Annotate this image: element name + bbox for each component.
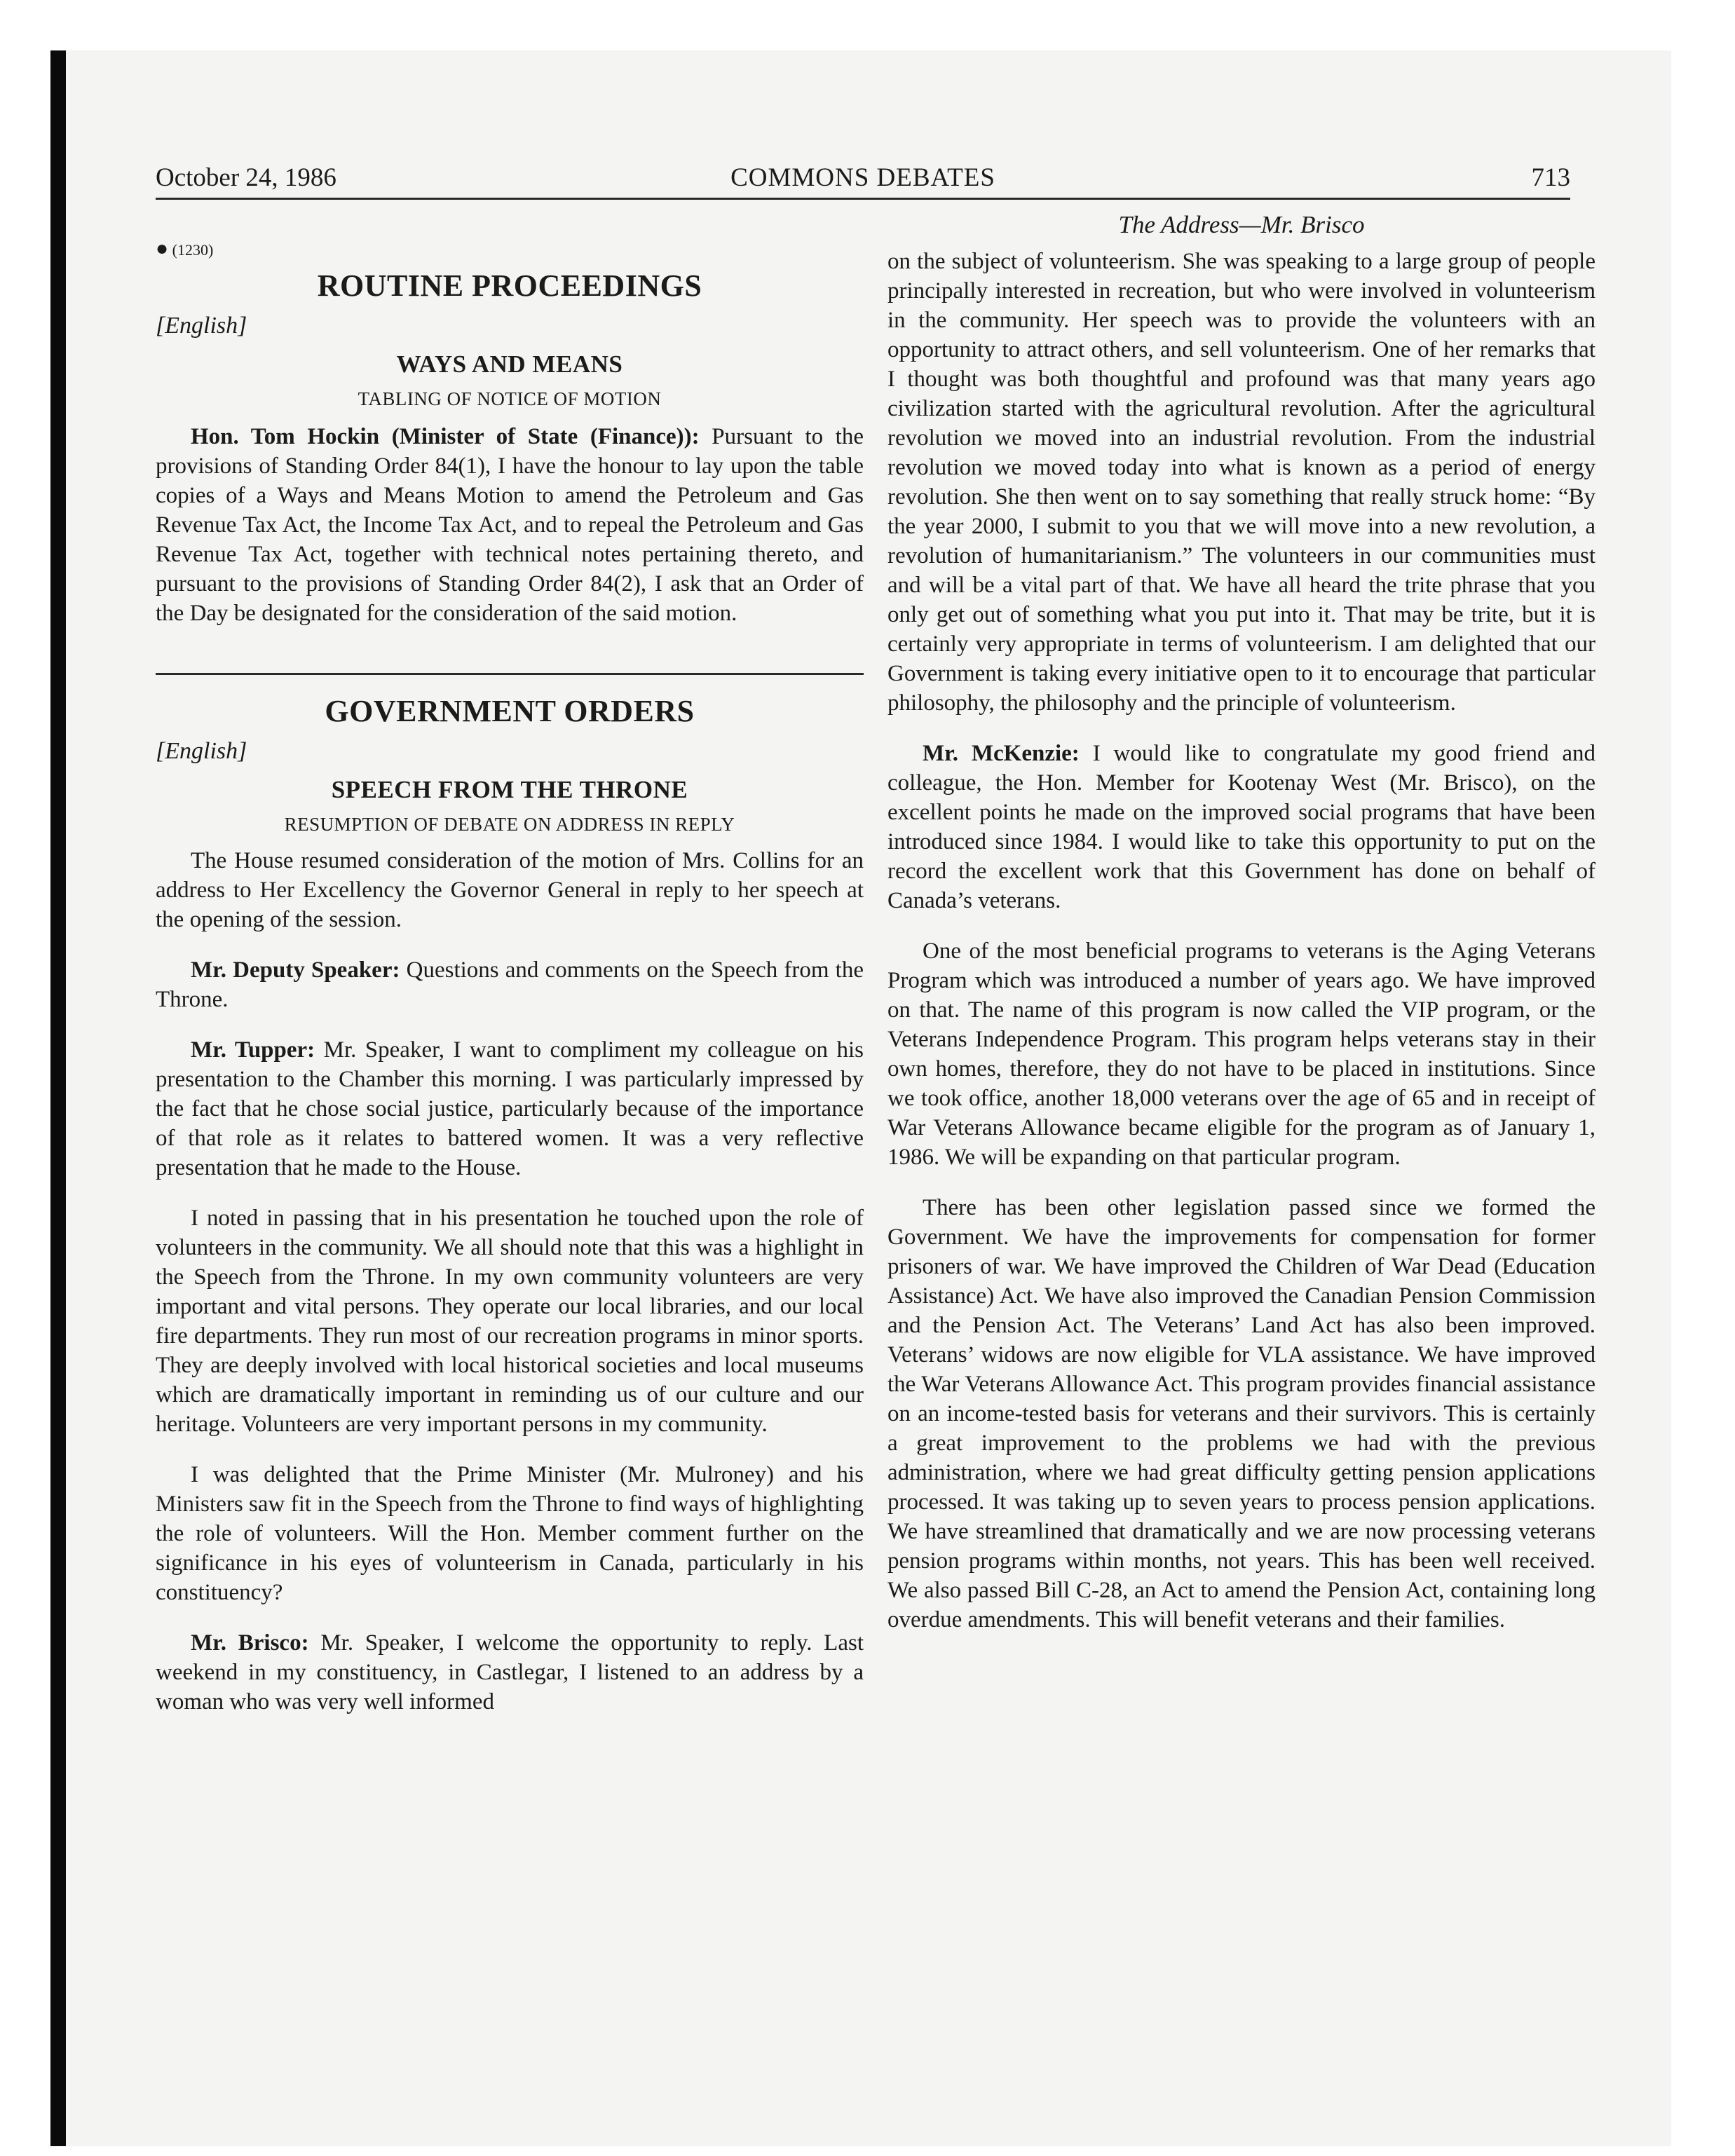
right-column: [887, 210, 1595, 1635]
section-title-routine: ROUTINE PROCEEDINGS: [317, 268, 702, 303]
paragraph-tupper-3: I was delighted that the Prime Minister (Mr. Mulroney) and his Ministers saw fit in the Speech from the Throne to find ways of highlighting the role of volunteers. Will the Hon. Member comment further on the significance in his eyes of volunteerism in Canada, particularly in his constituency?: [156, 1462, 864, 1605]
paragraph-mckenzie: [887, 739, 1595, 915]
paragraph-brisco-cont: on the subject of volunteerism. She was speaking to a large group of people principally interested in recreation, but who were involved in volunteerism in the community. Her speech was to provide the volunteers with an opportunity to attract others, and sell volunteerism. One of her remarks that I thought was both thoughtful and profound was that many years ago civilization started with the agricultural revolution. After the agricultural revolution we moved into an industrial revolution. From the industrial revolution we moved today into what is known as a period of energy revolution. She then went on to say something that really struck home: “By the year 2000, I submit to you that we will move into a new revolution, a revolution of humanitarianism.” The volunteers in our communities must and will be a vital part of that. We have all heard the trite phrase that you only get out of something what you put into it. That may be trite, but it is certainly very appropriate in terms of volunteerism. I am delighted that our Government is taking every initiative open to it to encourage that particular philosophy, the philosophy and the principle of volunteerism.: [887, 249, 1595, 716]
subsection-title: SPEECH FROM THE THRONE: [331, 776, 688, 803]
header-title: COMMONS DEBATES: [730, 163, 995, 192]
subsection-title: WAYS AND MEANS: [396, 350, 623, 378]
scan-edge: [50, 50, 66, 2146]
speech-text: Questions and comments on the Speech from the Throne.: [156, 957, 864, 1012]
section-divider: [156, 673, 864, 675]
subsubsection-title: TABLING OF NOTICE OF MOTION: [358, 388, 662, 409]
paragraph-hockin: [156, 422, 864, 628]
left-column: [156, 210, 864, 1717]
speech-text: I would like to congratulate my good friend and colleague, the Hon. Member for Kootenay West (Mr. Brisco), on the excellent points he made on the improved social programs that have been introduced since 1984. I would like to take this opportunity to put on the record the excellent work that this Government has done on behalf of Canada’s veterans.: [887, 741, 1595, 913]
paragraph-mckenzie-2: One of the most beneficial programs to veterans is the Aging Veterans Program which was introduced a number of years ago. We have improved on that. The name of this program is now called the VIP program, or the Veterans Independence Program. This program helps veterans stay in their own homes, therefore, they do not have to be placed in institutions. Since we took office, another 18,000 veterans over the age of 65 and in receipt of War Veterans Allowance became eligible for the program as of January 1, 1986. We will be expanding on that particular program.: [887, 939, 1595, 1170]
speaker-name: Mr. Brisco:: [191, 1630, 309, 1656]
paragraph-deputy: [156, 955, 864, 1014]
page-number: 713: [1531, 163, 1570, 192]
language-tag: [English]: [156, 313, 247, 339]
running-head: The Address—Mr. Brisco: [1118, 211, 1365, 238]
paragraph-tupper-2: I noted in passing that in his presentation he touched upon the role of volunteers in the community. We all should note that this was a highlight in the Speech from the Throne. In my own community volunteers are very important and vital persons. They operate our local libraries, and our local fire departments. They run most of our recreation programs in minor sports. They are deeply involved with local historical societies and local museums which are dramatically important in reminding us of our culture and our heritage. Volunteers are very important persons in my community.: [156, 1206, 864, 1437]
time-marker: [156, 238, 864, 261]
subsubsection-title: RESUMPTION OF DEBATE ON ADDRESS IN REPLY: [284, 814, 735, 835]
speaker-name: Mr. Tupper:: [191, 1037, 315, 1063]
speech-text: Mr. Speaker, I welcome the opportunity to reply. Last weekend in my constituency, in Castlegar, I listened to an address by a woman who was very well informed: [156, 1630, 864, 1714]
paragraph-resumed: The House resumed consideration of the motion of Mrs. Collins for an address to Her Excellency the Governor General in reply to her speech at the opening of the session.: [156, 848, 864, 932]
language-tag: [English]: [156, 738, 247, 764]
paragraph-mckenzie-3: There has been other legislation passed since we formed the Government. We have the improvements for compensation for former prisoners of war. We have improved the Children of War Dead (Education Assistance) Act. We have also improved the Canadian Pension Commission and the Pension Act. The Veterans’ Land Act has also been improved. Veterans’ widows are now eligible for VLA assistance. We have improved the War Veterans Allowance Act. This program provides financial assistance on an income-tested basis for veterans and their survivors. This is certainly a great improvement to the problems we had with the previous administration, where we had great difficulty getting pension applications processed. It was taking up to seven years to process pension applications. We have streamlined that dramatically and we are now processing veterans pension programs within months, not years. This has been well received. We also passed Bill C-28, an Act to amend the Pension Act, containing long overdue amendments. This will benefit veterans and their families.: [887, 1195, 1595, 1632]
page-header: [156, 158, 1570, 200]
section-title-government: GOVERNMENT ORDERS: [325, 694, 695, 728]
speaker-name: Hon. Tom Hockin (Minister of State (Finance)):: [191, 424, 700, 449]
speech-text: Mr. Speaker, I want to compliment my colleague on his presentation to the Chamber this morning. I was particularly impressed by the fact that he chose social justice, particularly because of the importance of that role as it relates to battered women. It was a very reflective presentation that he made to the House.: [156, 1037, 864, 1180]
speech-text: Pursuant to the provisions of Standing Order 84(1), I have the honour to lay upon the table copies of a Ways and Means Motion to amend the Petroleum and Gas Revenue Tax Act, the Income Tax Act, and to repeal the Petroleum and Gas Revenue Tax Act, together with technical notes pertaining thereto, and pursuant to the provisions of Standing Order 84(2), I ask that an Order of the Day be designated for the consideration of the said motion.: [156, 424, 864, 626]
paragraph-brisco: [156, 1628, 864, 1717]
header-date: October 24, 1986: [156, 163, 336, 192]
paragraph-tupper: [156, 1035, 864, 1182]
time-marker-text: (1230): [172, 241, 214, 259]
bullet-icon: ●: [156, 237, 169, 260]
speaker-name: Mr. McKenzie:: [923, 741, 1080, 766]
speaker-name: Mr. Deputy Speaker:: [191, 957, 400, 983]
